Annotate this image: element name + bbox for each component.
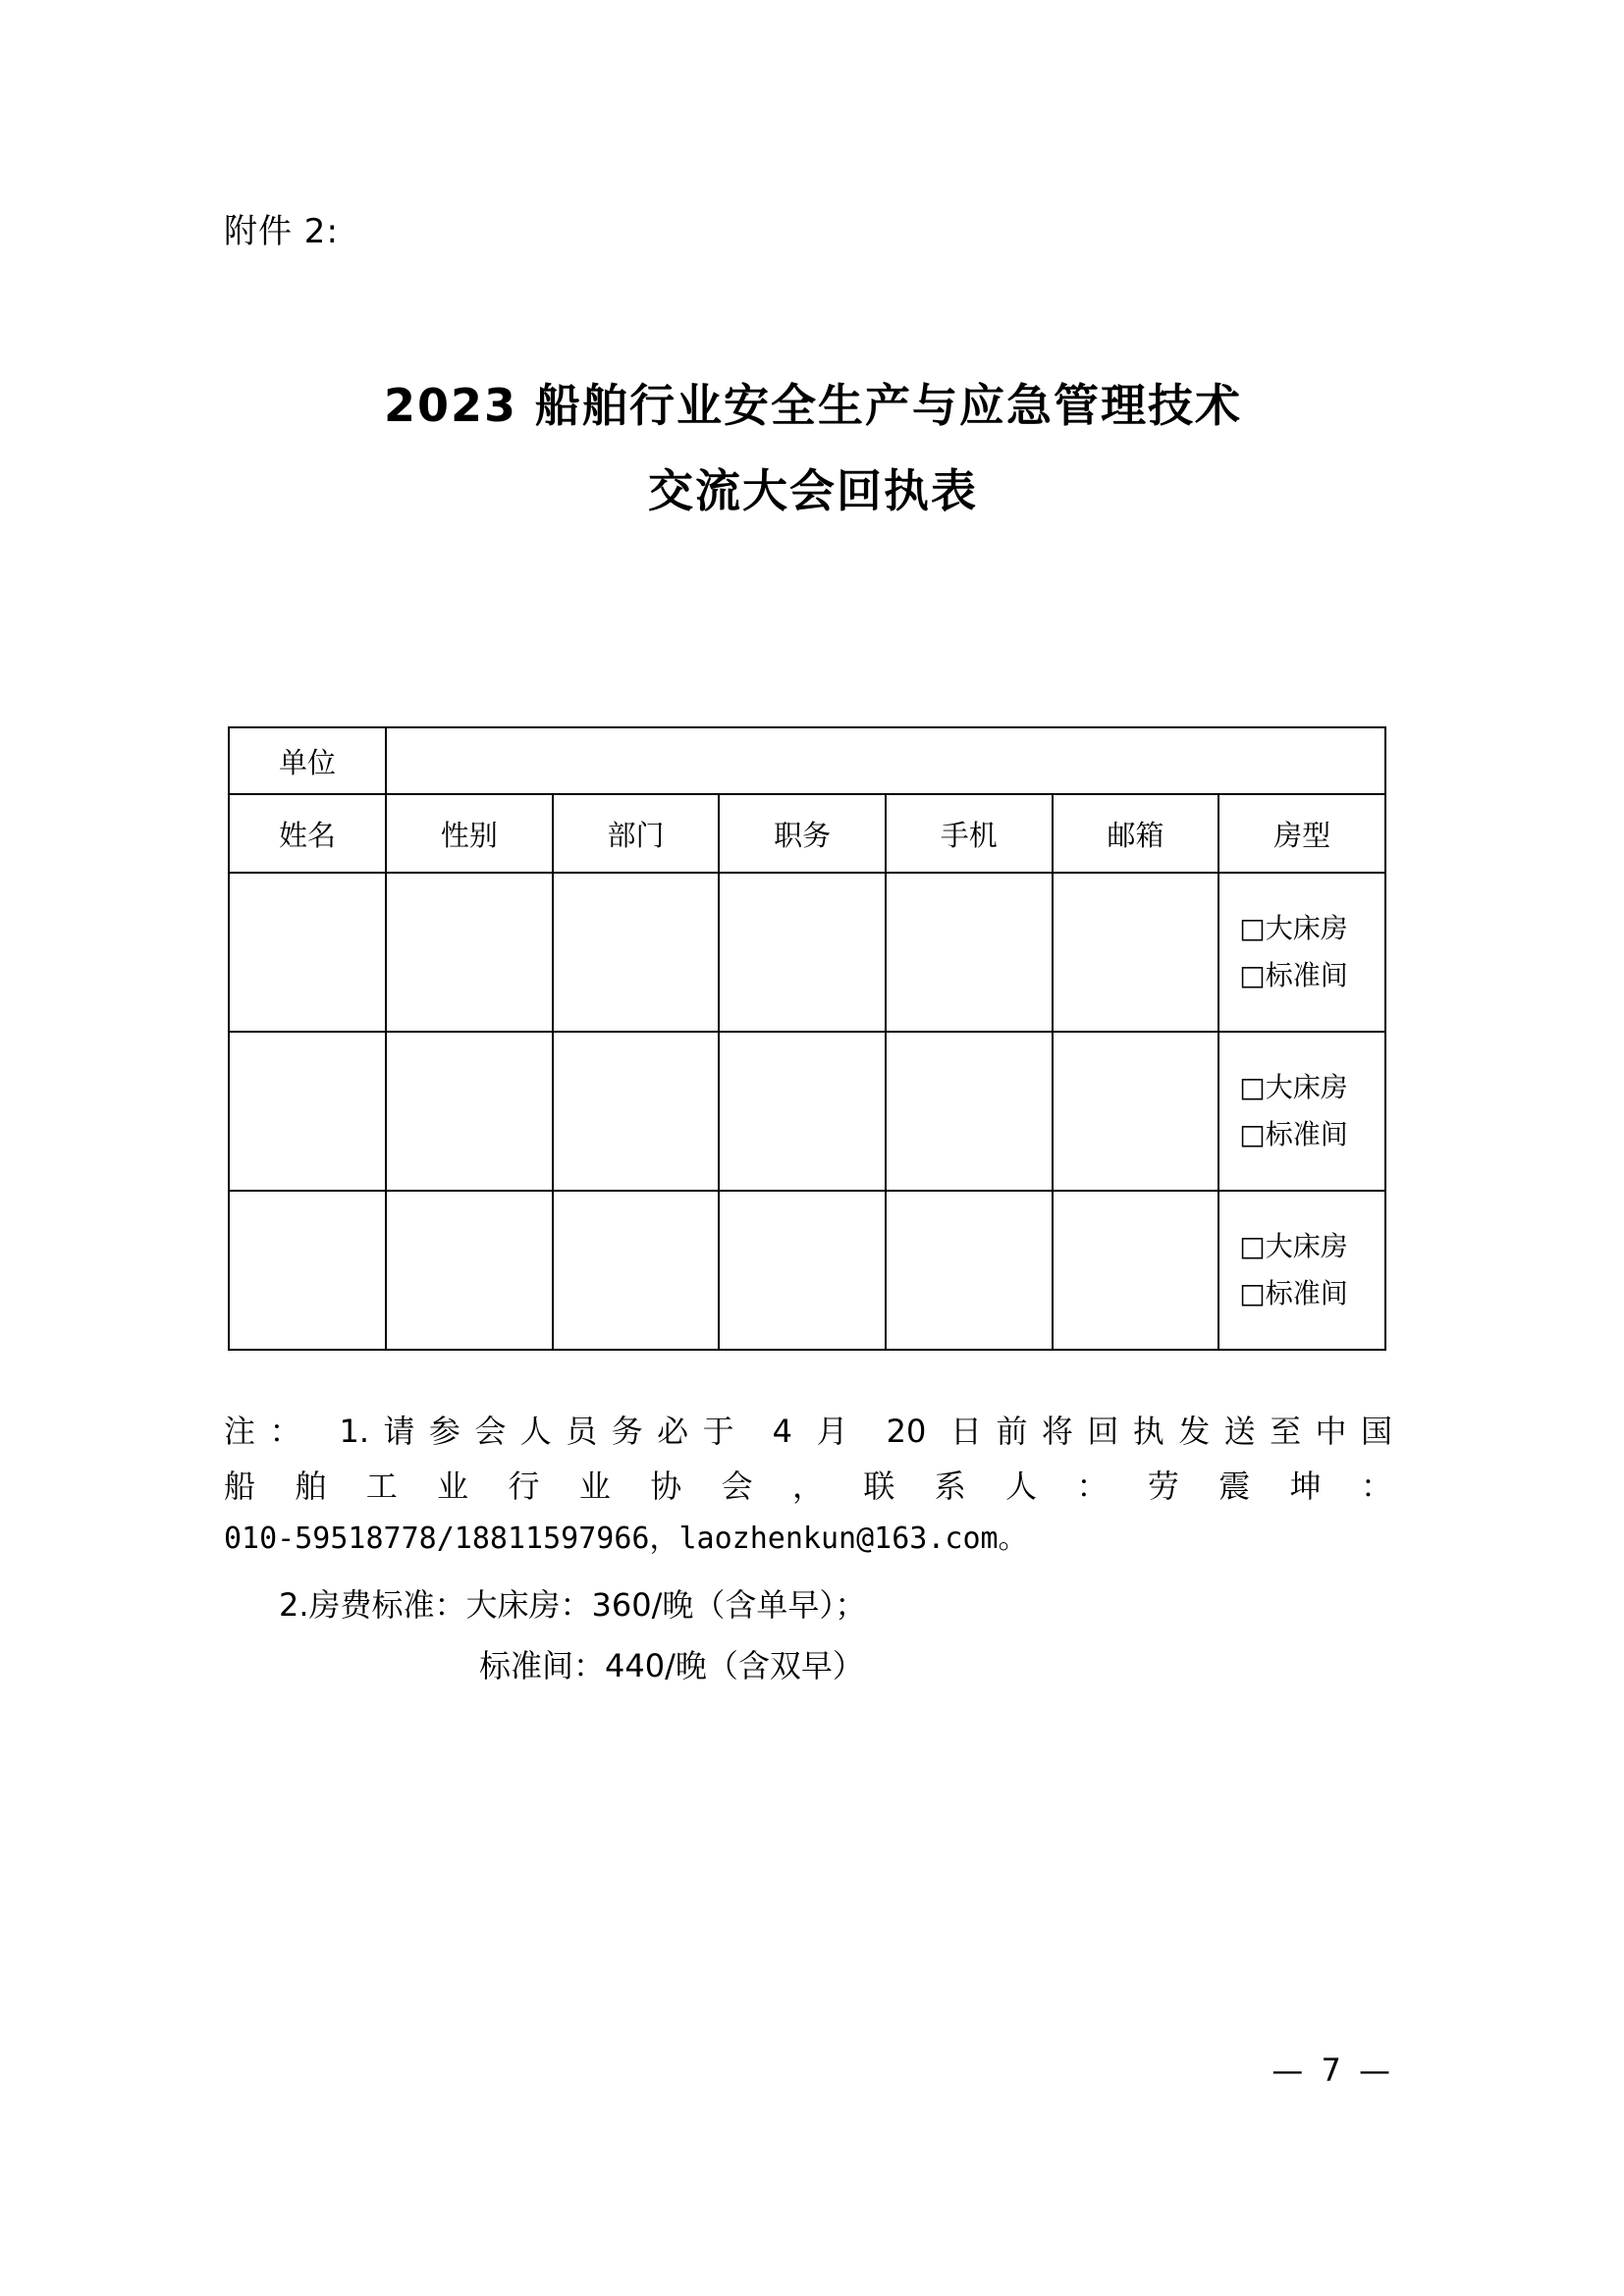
note-item-2: 2.房费标准：大床房：360/晚（含单早）； [279,1585,867,1624]
cell-room-type [1218,873,1385,1032]
cell-gender[interactable] [386,1032,553,1191]
note1-line1: 注： 1.请参会人员务必于 4 月 20 日前将回执发送至中国 [224,1413,1392,1450]
checkbox-standard-room[interactable]: □标准间 [1239,1118,1348,1150]
checkbox-big-bed[interactable]: □大床房 [1239,1071,1348,1104]
table-header-row [229,794,1385,873]
checkbox-standard-room[interactable]: □标准间 [1239,959,1348,991]
cell-room-type [1218,1032,1385,1191]
header-department: 部门 [553,794,720,873]
cell-room-type [1218,1191,1385,1350]
table-row-unit [229,727,1385,794]
note1-line3: 010-59518778/18811597966，laozhenkun@163.com。 [224,1522,1028,1556]
header-position: 职务 [719,794,886,873]
note-item-1 [224,1404,1392,1566]
cell-phone[interactable] [886,1191,1053,1350]
cell-position[interactable] [719,1032,886,1191]
note1-line2: 船 舶 工 业 行 业 协 会 ， 联 系 人 ： 劳 震 坤 ： [224,1468,1392,1505]
page-number: — 7 — [1272,2052,1394,2089]
cell-position[interactable] [719,1191,886,1350]
cell-name[interactable] [229,1032,386,1191]
checkbox-big-bed[interactable]: □大床房 [1239,1230,1348,1263]
header-gender: 性别 [386,794,553,873]
note-item-2-line2: 标准间：440/晚（含双早） [479,1646,864,1684]
title-line-1: 2023 船舶行业安全生产与应急管理技术 [383,379,1243,432]
header-room-type: 房型 [1218,794,1385,873]
cell-gender[interactable] [386,873,553,1032]
checkbox-big-bed[interactable]: □大床房 [1239,912,1348,945]
room-type-options [1219,1064,1384,1157]
cell-phone[interactable] [886,873,1053,1032]
cell-name[interactable] [229,1191,386,1350]
header-name: 姓名 [229,794,386,873]
header-email: 邮箱 [1053,794,1219,873]
cell-department[interactable] [553,1032,720,1191]
attachment-label: 附件 2: [224,212,339,251]
page-title [224,363,1402,535]
table-row [229,1032,1385,1191]
room-type-options [1219,905,1384,998]
registration-receipt-table [228,726,1386,1351]
notes-section [224,1404,1392,1693]
table-row [229,873,1385,1032]
title-line-2: 交流大会回执表 [648,464,978,518]
room-type-options [1219,1223,1384,1316]
cell-department[interactable] [553,873,720,1032]
cell-email[interactable] [1053,1191,1219,1350]
cell-name[interactable] [229,873,386,1032]
cell-position[interactable] [719,873,886,1032]
unit-label-cell: 单位 [229,727,386,794]
table-row [229,1191,1385,1350]
checkbox-standard-room[interactable]: □标准间 [1239,1277,1348,1309]
header-phone: 手机 [886,794,1053,873]
cell-email[interactable] [1053,1032,1219,1191]
cell-phone[interactable] [886,1032,1053,1191]
cell-gender[interactable] [386,1191,553,1350]
unit-value-cell[interactable] [386,727,1385,794]
cell-email[interactable] [1053,873,1219,1032]
cell-department[interactable] [553,1191,720,1350]
